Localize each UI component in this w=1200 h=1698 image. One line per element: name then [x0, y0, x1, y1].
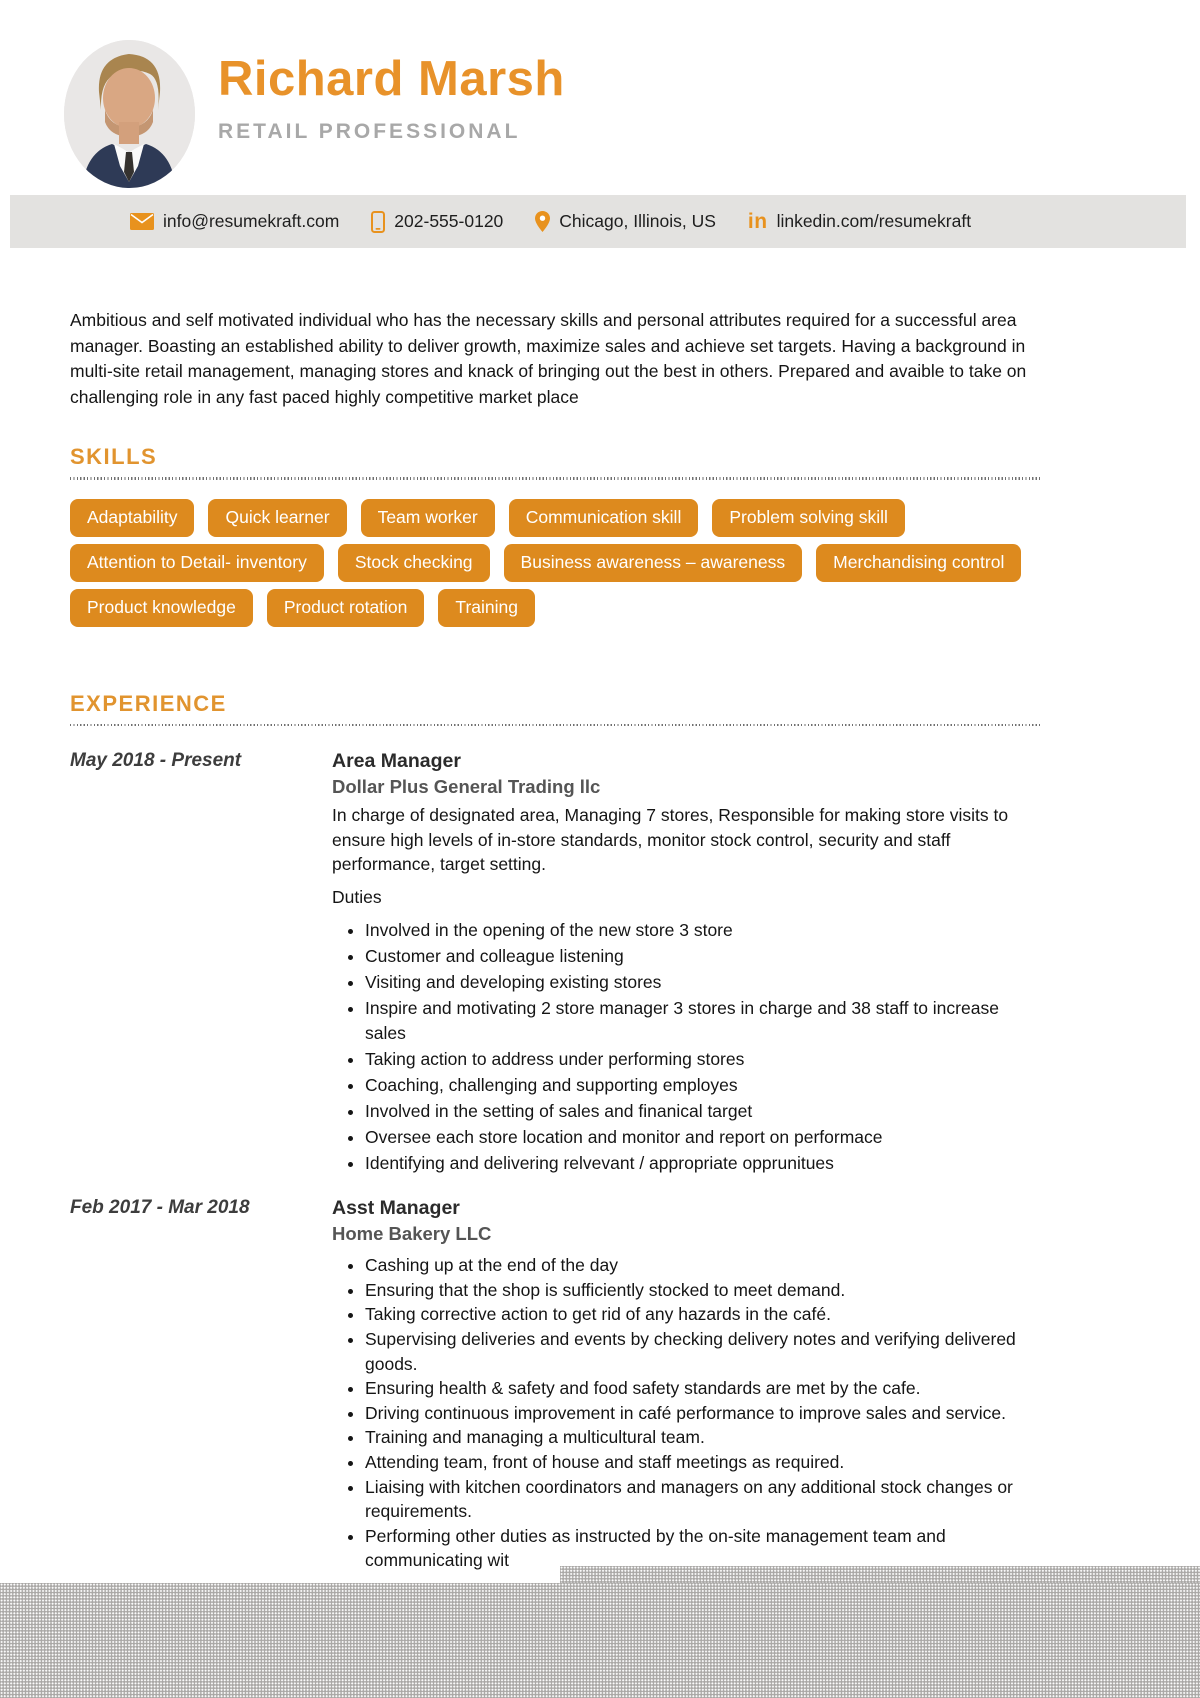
skill-pill: Team worker: [361, 499, 495, 537]
skills-heading: SKILLS: [70, 444, 158, 469]
section-divider: [70, 477, 1040, 480]
experience-entry: [70, 1197, 1040, 1573]
skill-pill: Communication skill: [509, 499, 699, 537]
contact-linkedin[interactable]: [748, 210, 971, 234]
duty-bullet: • Driving continuous improvement in café performance to improve sales and service.: [365, 1401, 1040, 1426]
duty-bullet: • Identifying and delivering relvevant / appropriate opprunitues: [365, 1151, 1040, 1176]
skill-pill: Quick learner: [208, 499, 346, 537]
skill-pill: Product rotation: [267, 589, 425, 627]
duty-bullet: • Attending team, front of house and staff meetings as required.: [365, 1450, 1040, 1475]
experience-section: [70, 691, 1040, 1573]
mobile-phone-icon: [371, 211, 385, 233]
job-dates: May 2018 - Present: [70, 750, 242, 771]
duty-bullet: • Involved in the opening of the new store 3 store: [365, 918, 1040, 943]
job-title: Asst Manager: [332, 1197, 460, 1220]
duty-bullet: • Involved in the setting of sales and finanical target: [365, 1099, 1040, 1124]
contact-phone[interactable]: [371, 211, 503, 233]
skill-pill: Product knowledge: [70, 589, 253, 627]
map-pin-icon: [535, 211, 550, 232]
job-description: In charge of designated area, Managing 7 stores, Responsible for making store visits to ensure high levels of in-store standards, monitor stock control, security and staff performance, target setting.: [332, 805, 1009, 875]
duties-list: [332, 918, 1040, 1176]
duties-list: [332, 1253, 1040, 1573]
duty-bullet: • Taking action to address under performing stores: [365, 1047, 1040, 1072]
skills-list: [70, 499, 1040, 627]
duty-bullet: • Visiting and developing existing stores: [365, 970, 1040, 995]
duty-bullet: • Liaising with kitchen coordinators and managers on any additional stock changes or requirements.: [365, 1475, 1040, 1524]
candidate-job-title: RETAIL PROFESSIONAL: [218, 120, 521, 144]
skill-pill: Adaptability: [70, 499, 194, 537]
skill-pill: Business awareness – awareness: [504, 544, 803, 582]
duty-bullet: • Coaching, challenging and supporting employes: [365, 1073, 1040, 1098]
duty-bullet: • Ensuring that the shop is sufficiently stocked to meet demand.: [365, 1278, 1040, 1303]
duty-bullet: • Cashing up at the end of the day: [365, 1253, 1040, 1278]
job-company: Home Bakery LLC: [332, 1223, 492, 1245]
job-details: [332, 1197, 1040, 1573]
duty-bullet: • Performing other duties as instructed by the on-site management team and communicating wit: [365, 1524, 1040, 1573]
duty-bullet: • Taking corrective action to get rid of any hazards in the café.: [365, 1302, 1040, 1327]
summary-text: Ambitious and self motivated individual who has the necessary skills and personal attributes required for a successful area manager. Boasting an established ability to deliver growth, maximize sales and achieve set targets. Having a background in multi-site retail management, managing stores and knack of bringing out the best in others. Prepared and avaible to take on challenging role in any fast paced highly competitive market place: [70, 310, 1027, 407]
skill-pill: Attention to Detail- inventory: [70, 544, 324, 582]
duty-bullet: • Ensuring health & safety and food safety standards are met by the cafe.: [365, 1376, 1040, 1401]
job-dates: Feb 2017 - Mar 2018: [70, 1197, 250, 1219]
skills-section: [70, 444, 1040, 627]
duty-bullet: • Training and managing a multicultural team.: [365, 1425, 1040, 1450]
contact-location: [535, 211, 716, 232]
scan-artifact-overlay: [560, 1566, 1200, 1584]
scan-artifact-overlay: [0, 1583, 1200, 1698]
contact-bar: [10, 195, 1186, 248]
duty-bullet: • Supervising deliveries and events by checking delivery notes and verifying delivered goods.: [365, 1327, 1040, 1376]
profile-photo: [64, 40, 195, 188]
header-identity: [218, 54, 565, 144]
job-details: [332, 750, 1040, 1177]
envelope-icon: [130, 213, 154, 230]
contact-linkedin-text: linkedin.com/resumekraft: [776, 211, 972, 231]
contact-email[interactable]: [130, 211, 339, 232]
duty-bullet: • Inspire and motivating 2 store manager 3 stores in charge and 38 staff to increase sales: [365, 996, 1040, 1045]
person-portrait-illustration: [64, 40, 195, 188]
job-title: Area Manager: [332, 750, 461, 772]
section-divider: [70, 724, 1040, 727]
skill-pill: Stock checking: [338, 544, 490, 582]
duty-bullet: • Customer and colleague listening: [365, 944, 1040, 969]
skill-pill: Merchandising control: [816, 544, 1021, 582]
duties-label: Duties: [332, 886, 382, 907]
skill-pill: Problem solving skill: [712, 499, 905, 537]
candidate-name: Richard Marsh: [218, 52, 565, 106]
skill-pill: Training: [438, 589, 535, 627]
contact-phone-text: 202-555-0120: [394, 211, 504, 231]
experience-heading: EXPERIENCE: [70, 690, 227, 716]
contact-email-text: info@resumekraft.com: [163, 211, 340, 231]
contact-location-text: Chicago, Illinois, US: [559, 211, 716, 231]
job-company: Dollar Plus General Trading llc: [332, 776, 601, 797]
duty-bullet: • Oversee each store location and monitor and report on performace: [365, 1125, 1040, 1150]
resume-body: [70, 248, 1040, 1573]
linkedin-icon: in: [747, 209, 768, 233]
experience-entry: [70, 750, 1040, 1177]
